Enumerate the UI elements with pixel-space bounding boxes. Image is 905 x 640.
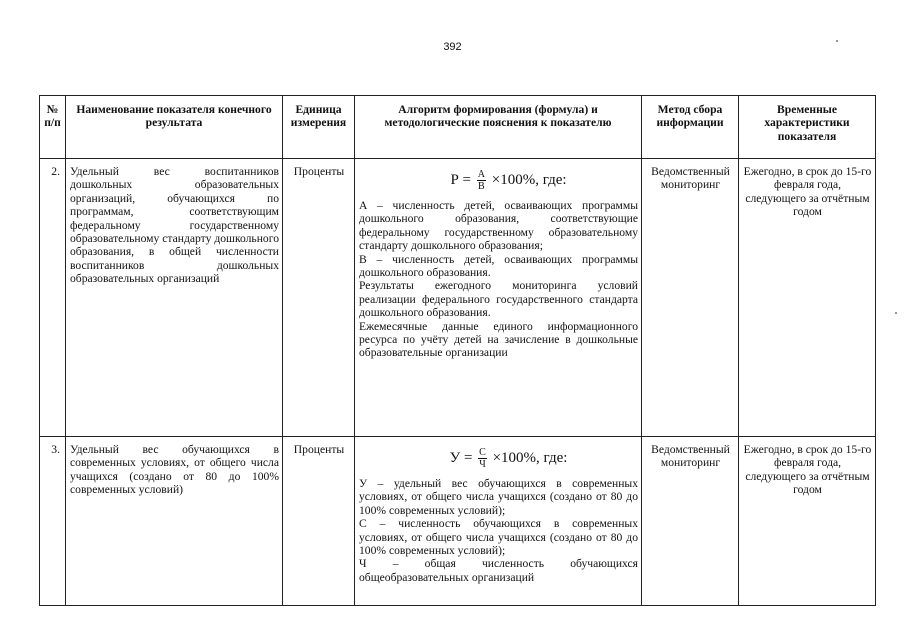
formula-denominator: Ч (479, 459, 486, 471)
scan-speck (836, 40, 838, 42)
formula-rest: ×100%, где: (492, 450, 568, 466)
formula-lhs: У = (449, 450, 473, 466)
formula-rest: ×100%, где: (491, 172, 567, 188)
formula (359, 165, 638, 195)
formula-fraction (478, 447, 487, 470)
explanation-paragraph: У – удельный вес обучающихся в современных условиях, от общего числа учащихся (создано от 80 до 100% современных условий); (359, 477, 638, 517)
header-indicator-name: Наименование показателя конечного результата (66, 96, 283, 159)
explanation-paragraph: В – численность детей, осваивающих программы дошкольного образования. (359, 252, 638, 280)
header-algorithm: Алгоритм формирования (формула) и методологические пояснения к показателю (355, 96, 642, 159)
formula-lhs: Р = (450, 172, 471, 188)
formula-denominator: В (478, 181, 485, 193)
unit: Проценты (283, 437, 355, 606)
explanation-paragraph: Ч – общая численность обучающихся общеобразовательных организаций (359, 557, 638, 584)
explanation-paragraph: С – численность обучающихся в современных условиях, от общего числа учащихся (создано от 80 до 100% современных условий); (359, 517, 638, 558)
header-method: Метод сбора информации (642, 96, 739, 159)
table-row (40, 159, 876, 437)
table-header-row (40, 96, 876, 159)
formula-numerator: А (477, 169, 485, 181)
explanation-paragraph: А – численность детей, осваивающих программы дошкольного образования, соответствующие федеральному государственному образовательному стандарту дошкольного образования; (359, 199, 638, 253)
page-number: 392 (443, 41, 462, 53)
row-number: 3. (40, 437, 66, 606)
header-number: № п/п (40, 96, 66, 159)
explanation-paragraph: Ежемесячные данные единого информационного ресурса по учёту детей на зачисление в дошкольные образовательные организации (359, 319, 638, 360)
formula-numerator: С (479, 447, 486, 459)
collection-method: Ведомственный мониторинг (642, 437, 739, 606)
indicators-table (39, 95, 876, 606)
algorithm-cell (355, 159, 642, 437)
header-timing: Временные характеристики показателя (739, 96, 876, 159)
unit: Проценты (283, 159, 355, 437)
time-characteristics: Ежегодно, в срок до 15-го февраля года, следующего за отчётным годом (739, 159, 876, 437)
formula (359, 443, 638, 473)
algorithm-cell (355, 437, 642, 606)
table-row (40, 437, 876, 606)
collection-method: Ведомственный мониторинг (642, 159, 739, 437)
scan-speck (895, 312, 897, 314)
indicator-name: Удельный вес воспитанников дошкольных образовательных организаций, обучающихся по программам, соответствующим федеральному государственному образовательному стандарту дошкольного образования, в общей численности воспитанников дошкольных образовательных организаций (66, 159, 283, 437)
row-number: 2. (40, 159, 66, 437)
header-unit: Единица измерения (283, 96, 355, 159)
formula-fraction (477, 169, 486, 192)
indicator-name: Удельный вес обучающихся в современных условиях, от общего числа учащихся (создано от 80 до 100% современных условий) (66, 437, 283, 606)
explanation-paragraph: Результаты ежегодного мониторинга условий реализации федерального государственного стандарта дошкольного образования. (359, 279, 638, 320)
time-characteristics: Ежегодно, в срок до 15-го февраля года, следующего за отчётным годом (739, 437, 876, 606)
